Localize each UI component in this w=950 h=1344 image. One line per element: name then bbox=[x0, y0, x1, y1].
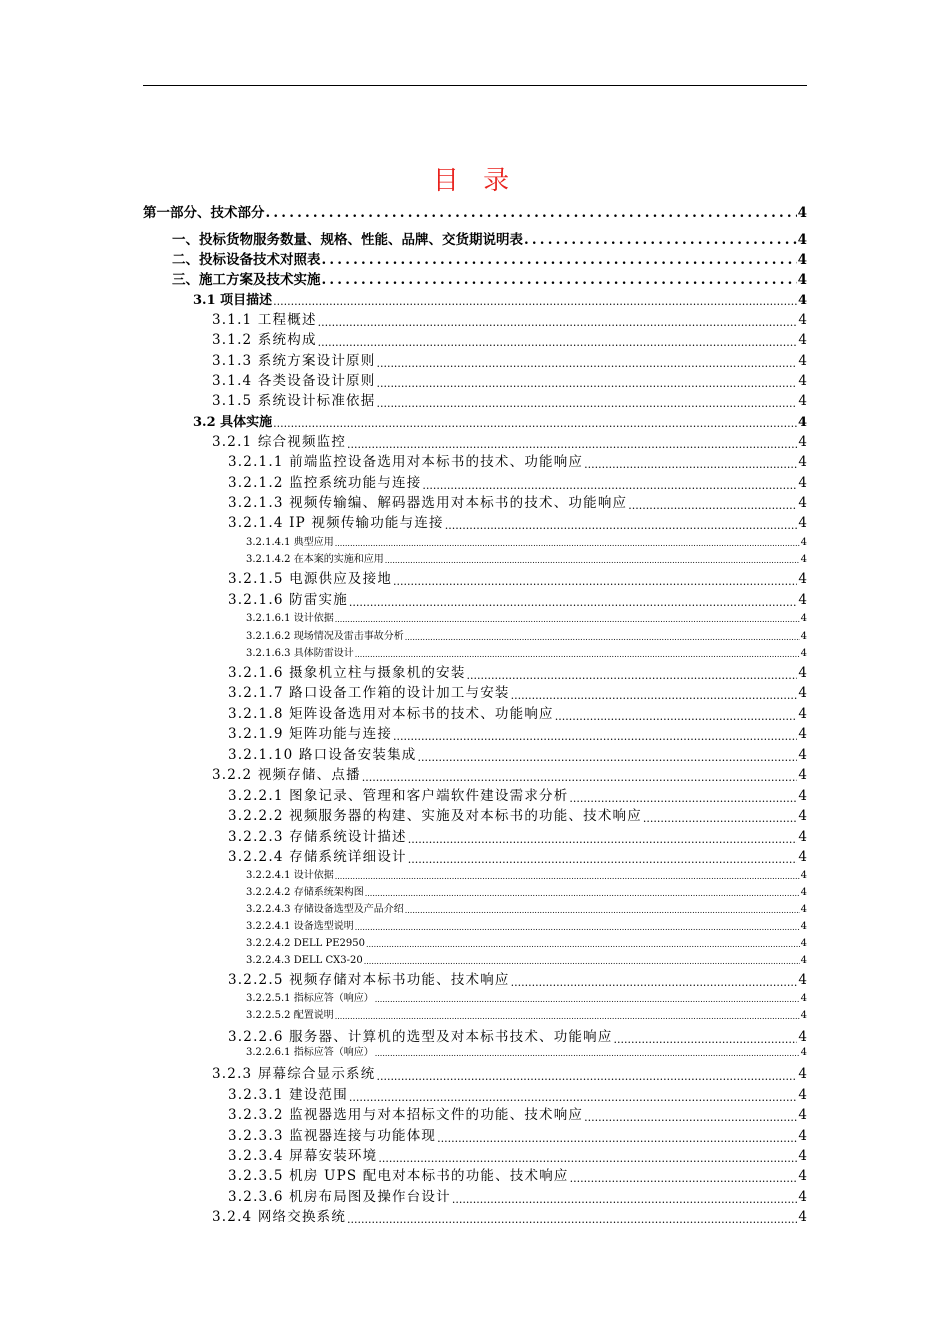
toc-entry-title: 3.2.2.5.1 指标应答（响应） bbox=[246, 993, 374, 1004]
toc-entry[interactable] bbox=[212, 395, 807, 409]
toc-entry[interactable] bbox=[212, 436, 807, 450]
toc-page-number: 4 bbox=[800, 938, 807, 949]
toc-entry-title: 3.2.2.4.1 设计依据 bbox=[246, 870, 334, 881]
toc-page-number: 4 bbox=[797, 293, 807, 308]
toc-entry[interactable] bbox=[246, 956, 807, 966]
toc-entry[interactable] bbox=[246, 871, 807, 881]
toc-page-number: 4 bbox=[798, 353, 807, 369]
toc-entry[interactable] bbox=[212, 334, 807, 348]
toc-entry[interactable] bbox=[246, 538, 807, 548]
toc-entry[interactable] bbox=[246, 994, 807, 1004]
toc-entry[interactable] bbox=[228, 477, 807, 491]
toc-entry-title: 3.2.1.5 电源供应及接地 bbox=[228, 571, 393, 587]
toc-entry[interactable] bbox=[212, 375, 807, 389]
toc-page-number: 4 bbox=[800, 613, 807, 624]
toc-entry-title: 3.1.3 系统方案设计原则 bbox=[212, 353, 376, 369]
toc-dot-leader bbox=[362, 772, 798, 783]
toc-entry[interactable] bbox=[228, 810, 807, 824]
toc-entry[interactable] bbox=[228, 790, 807, 804]
toc-dot-leader bbox=[452, 1194, 798, 1205]
toc-entry[interactable] bbox=[246, 555, 807, 565]
toc-entry[interactable] bbox=[228, 687, 807, 701]
toc-page-number: 4 bbox=[798, 1066, 807, 1082]
toc-entry[interactable] bbox=[228, 1031, 807, 1045]
toc-page-number: 4 bbox=[798, 373, 807, 389]
toc-entry-title: 3.2.3.3 监视器连接与功能体现 bbox=[228, 1128, 437, 1144]
toc-page-number: 4 bbox=[800, 887, 807, 898]
toc-entry-title: 3.2.1.6.2 现场情况及雷击事故分析 bbox=[246, 631, 404, 642]
toc-entry[interactable] bbox=[212, 1211, 807, 1225]
toc-entry-title: 3.2.1.6.1 设计依据 bbox=[246, 613, 334, 624]
toc-dot-leader bbox=[393, 576, 797, 587]
toc-dot-leader bbox=[408, 854, 798, 865]
toc-entry-title: 3.2.4 网络交换系统 bbox=[212, 1209, 347, 1225]
toc-entry-title: 3.2.1.4.2 在本案的实施和应用 bbox=[246, 554, 384, 565]
toc-entry-title: 3.2.2 视频存储、点播 bbox=[212, 767, 361, 783]
toc-entry-title: 3.1.4 各类设备设计原则 bbox=[212, 373, 376, 389]
toc-entry[interactable] bbox=[212, 355, 807, 369]
toc-dot-leader bbox=[318, 317, 798, 328]
toc-entry[interactable] bbox=[246, 614, 807, 624]
toc-page-number: 4 bbox=[798, 393, 807, 409]
toc-dot-leader bbox=[335, 540, 800, 548]
toc-dot-leader bbox=[349, 1092, 797, 1103]
toc-page-number: 4 bbox=[800, 955, 807, 966]
toc-page-number: 4 bbox=[800, 537, 807, 548]
toc-entry-title: 3.2.2.4.3 DELL CX3-20 bbox=[246, 955, 363, 966]
toc-entry[interactable] bbox=[228, 1109, 807, 1123]
toc-entry[interactable] bbox=[172, 254, 807, 268]
toc-entry-title: 3.2.3.6 机房布局图及操作台设计 bbox=[228, 1189, 451, 1205]
toc-entry-title: 3.2.2.3 存储系统设计描述 bbox=[228, 829, 407, 845]
toc-entry-title: 3.2.1.2 监控系统功能与连接 bbox=[228, 475, 422, 491]
toc-entry[interactable] bbox=[246, 1048, 807, 1058]
toc-page-number: 4 bbox=[798, 1189, 807, 1205]
toc-entry-title: 3.2.2.4.3 存储设备选型及产品介绍 bbox=[246, 904, 404, 915]
toc-page-number: 4 bbox=[797, 252, 807, 268]
toc-entry[interactable] bbox=[172, 274, 807, 288]
toc-entry-title: 3.2.2.4 存储系统详细设计 bbox=[228, 849, 407, 865]
toc-page-number: 4 bbox=[798, 1107, 807, 1123]
toc-dot-leader bbox=[376, 398, 797, 409]
toc-dot-leader bbox=[570, 1173, 798, 1184]
toc-page-number: 4 bbox=[798, 454, 807, 470]
toc-page-number: 4 bbox=[800, 921, 807, 932]
toc-entry[interactable] bbox=[228, 708, 807, 722]
toc-entry-title: 二、投标设备技术对照表 bbox=[172, 252, 321, 268]
toc-dot-leader bbox=[365, 890, 800, 898]
toc-page-number: 4 bbox=[800, 993, 807, 1004]
toc-dot-leader bbox=[422, 480, 797, 491]
toc-page-number: 4 bbox=[798, 972, 807, 988]
toc-dot-leader bbox=[437, 1133, 797, 1144]
toc-page-number: 4 bbox=[800, 648, 807, 659]
toc-dot-leader bbox=[467, 670, 798, 681]
toc-entry[interactable] bbox=[228, 851, 807, 865]
toc-entry[interactable] bbox=[246, 905, 807, 915]
toc-dot-leader bbox=[555, 711, 798, 722]
toc-page-number: 4 bbox=[798, 332, 807, 348]
toc-entry-title: 3.2.2.4.2 DELL PE2950 bbox=[246, 938, 365, 949]
toc-page-number: 4 bbox=[797, 205, 807, 221]
toc-page-number: 4 bbox=[798, 706, 807, 722]
toc-dot-leader bbox=[628, 500, 797, 511]
toc-entry-title: 一、投标货物服务数量、规格、性能、品牌、交货期说明表 bbox=[172, 232, 523, 248]
toc-page-number: 4 bbox=[798, 767, 807, 783]
toc-page-number: 4 bbox=[798, 849, 807, 865]
toc-entry-title: 3.2.2.4.1 设备选型说明 bbox=[246, 921, 354, 932]
toc-dot-leader bbox=[375, 1050, 800, 1058]
toc-entry-title: 3.2.1.1 前端监控设备选用对本标书的技术、功能响应 bbox=[228, 454, 584, 470]
toc-entry[interactable] bbox=[246, 939, 807, 949]
toc-dot-leader bbox=[335, 616, 800, 624]
toc-entry[interactable] bbox=[228, 831, 807, 845]
toc-dot-leader bbox=[569, 793, 797, 804]
toc-entry[interactable] bbox=[212, 769, 807, 783]
toc-dot-leader bbox=[376, 378, 797, 389]
toc-page-number: 4 bbox=[800, 904, 807, 915]
toc-entry[interactable] bbox=[228, 456, 807, 470]
toc-entry-title: 3.2.1.4 IP 视频传输功能与连接 bbox=[228, 515, 444, 531]
toc-entry-title: 3.2.1.7 路口设备工作箱的设计加工与安装 bbox=[228, 685, 510, 701]
toc-dot-leader bbox=[405, 907, 800, 915]
header-rule bbox=[143, 85, 807, 86]
toc-entry-title: 3.2.2.2 视频服务器的构建、实施及对本标书的功能、技术响应 bbox=[228, 808, 642, 824]
toc-entry-title: 3.2.2.5.2 配置说明 bbox=[246, 1010, 334, 1021]
toc-dot-leader bbox=[445, 520, 798, 531]
toc-entry-title: 第一部分、技术部分 bbox=[143, 205, 265, 221]
toc-dot-leader bbox=[511, 690, 798, 701]
toc-entry[interactable] bbox=[246, 922, 807, 932]
toc-page-number: 4 bbox=[798, 665, 807, 681]
toc-entry[interactable] bbox=[228, 1191, 807, 1205]
toc-dot-leader bbox=[376, 1071, 797, 1082]
toc-entry[interactable] bbox=[228, 974, 807, 988]
toc-page-number: 4 bbox=[798, 592, 807, 608]
toc-dot-leader bbox=[385, 557, 800, 565]
toc-entry-title: 3.2.3.4 屏幕安装环境 bbox=[228, 1148, 378, 1164]
toc-entry[interactable] bbox=[228, 1130, 807, 1144]
toc-page-number: 4 bbox=[798, 726, 807, 742]
toc-page-number: 4 bbox=[800, 1047, 807, 1058]
toc-page-number: 4 bbox=[798, 571, 807, 587]
toc-entry-title: 3.2.1.3 视频传输编、解码器选用对本标书的技术、功能响应 bbox=[228, 495, 628, 511]
toc-dot-leader bbox=[318, 337, 798, 348]
toc-entry-title: 3.1.2 系统构成 bbox=[212, 332, 317, 348]
toc-entry-title: 3.2.2.6 服务器、计算机的选型及对本标书技术、功能响应 bbox=[228, 1029, 613, 1045]
toc-entry-title: 3.1.1 工程概述 bbox=[212, 312, 317, 328]
toc-page-number: 4 bbox=[797, 415, 807, 430]
toc-dot-leader bbox=[355, 651, 800, 659]
toc-entry[interactable] bbox=[228, 749, 807, 763]
toc-entry[interactable] bbox=[228, 728, 807, 742]
toc-dot-leader bbox=[408, 834, 798, 845]
toc-dot-leader bbox=[322, 254, 797, 268]
toc-dot-leader bbox=[366, 941, 800, 949]
toc-entry[interactable] bbox=[246, 1011, 807, 1021]
toc-page-number: 4 bbox=[798, 1029, 807, 1045]
toc-dot-leader bbox=[364, 958, 800, 966]
toc-entry[interactable] bbox=[143, 207, 807, 221]
toc-page-number: 4 bbox=[798, 1209, 807, 1225]
toc-entry[interactable] bbox=[172, 234, 807, 248]
toc-entry[interactable] bbox=[246, 888, 807, 898]
toc-entry-title: 3.2.2.6.1 指标应答（响应） bbox=[246, 1047, 374, 1058]
toc-page-number: 4 bbox=[800, 870, 807, 881]
toc-entry[interactable] bbox=[193, 294, 807, 307]
toc-page-number: 4 bbox=[798, 495, 807, 511]
toc-dot-leader bbox=[584, 1112, 797, 1123]
toc-entry-title: 3.2.1 综合视频监控 bbox=[212, 434, 347, 450]
toc-dot-leader bbox=[418, 752, 798, 763]
toc-entry-title: 三、施工方案及技术实施 bbox=[172, 272, 321, 288]
toc-dot-leader bbox=[378, 1153, 797, 1164]
toc-entry[interactable] bbox=[228, 1089, 807, 1103]
toc-page-number: 4 bbox=[800, 554, 807, 565]
toc-dot-leader bbox=[393, 731, 797, 742]
toc-entry-title: 3.2.2.5 视频存储对本标书功能、技术响应 bbox=[228, 972, 510, 988]
toc-entry[interactable] bbox=[228, 1170, 807, 1184]
toc-entry-title: 3.2.1.9 矩阵功能与连接 bbox=[228, 726, 393, 742]
toc-entry-title: 3.2.1.10 路口设备安装集成 bbox=[228, 747, 417, 763]
toc-page-number: 4 bbox=[798, 685, 807, 701]
toc-page-number: 4 bbox=[798, 1148, 807, 1164]
toc-dot-leader bbox=[335, 873, 800, 881]
toc-page-number: 4 bbox=[798, 1168, 807, 1184]
toc-entry[interactable] bbox=[228, 573, 807, 587]
toc-dot-leader bbox=[614, 1034, 798, 1045]
toc-entry[interactable] bbox=[212, 1068, 807, 1082]
toc-entry[interactable] bbox=[246, 632, 807, 642]
toc-entry-title: 3.2.1.6.3 具体防雷设计 bbox=[246, 648, 354, 659]
toc-entry-title: 3.2.2.4.2 存储系统架构图 bbox=[246, 887, 364, 898]
toc-page-number: 4 bbox=[798, 829, 807, 845]
toc-dot-leader bbox=[347, 439, 797, 450]
toc-entry-title: 3.2.2.1 图象记录、管理和客户端软件建设需求分析 bbox=[228, 788, 569, 804]
toc-dot-leader bbox=[511, 977, 798, 988]
toc-dot-leader bbox=[347, 1214, 797, 1225]
toc-entry[interactable] bbox=[228, 497, 807, 511]
toc-dot-leader bbox=[335, 1013, 800, 1021]
toc-entry[interactable] bbox=[246, 649, 807, 659]
toc-entry-title: 3.2.3.1 建设范围 bbox=[228, 1087, 348, 1103]
toc-entry[interactable] bbox=[193, 416, 807, 429]
toc-entry-title: 3.2.3.2 监视器选用与对本招标文件的功能、技术响应 bbox=[228, 1107, 584, 1123]
toc-dot-leader bbox=[355, 924, 800, 932]
toc-page-number: 4 bbox=[798, 788, 807, 804]
toc-page-number: 4 bbox=[798, 747, 807, 763]
toc-dot-leader bbox=[524, 234, 797, 248]
toc-page-number: 4 bbox=[798, 434, 807, 450]
toc-page-number: 4 bbox=[798, 808, 807, 824]
toc-entry[interactable] bbox=[228, 1150, 807, 1164]
toc-entry[interactable] bbox=[228, 667, 807, 681]
toc-page-number: 4 bbox=[798, 475, 807, 491]
toc-dot-leader bbox=[273, 296, 797, 307]
toc-entry-title: 3.2.1.4.1 典型应用 bbox=[246, 537, 334, 548]
toc-entry-title: 3.2.1.6 摄象机立柱与摄象机的安装 bbox=[228, 665, 466, 681]
toc-title: 目 录 bbox=[432, 166, 518, 197]
toc-entry-title: 3.2.1.6 防雷实施 bbox=[228, 592, 348, 608]
toc-page-number: 4 bbox=[797, 272, 807, 288]
toc-page-number: 4 bbox=[798, 1128, 807, 1144]
toc-entry-title: 3.2.1.8 矩阵设备选用对本标书的技术、功能响应 bbox=[228, 706, 554, 722]
toc-dot-leader bbox=[349, 597, 797, 608]
toc-page-number: 4 bbox=[800, 1010, 807, 1021]
toc-dot-leader bbox=[322, 274, 797, 288]
toc-dot-leader bbox=[376, 358, 797, 369]
toc-entry-title: 3.1 项目描述 bbox=[193, 293, 273, 308]
toc-page-number: 4 bbox=[797, 232, 807, 248]
toc-page-number: 4 bbox=[798, 1087, 807, 1103]
toc-dot-leader bbox=[266, 207, 797, 221]
toc-page-number: 4 bbox=[798, 515, 807, 531]
toc-entry-title: 3.2.3 屏幕综合显示系统 bbox=[212, 1066, 376, 1082]
toc-entry[interactable] bbox=[228, 517, 807, 531]
toc-dot-leader bbox=[375, 996, 800, 1004]
toc-entry-title: 3.2 具体实施 bbox=[193, 415, 273, 430]
toc-page-number: 4 bbox=[798, 312, 807, 328]
toc-entry-title: 3.2.3.5 机房 UPS 配电对本标书的功能、技术响应 bbox=[228, 1168, 569, 1184]
toc-dot-leader bbox=[584, 459, 797, 470]
toc-entry[interactable] bbox=[212, 314, 807, 328]
toc-dot-leader bbox=[273, 418, 797, 429]
toc-entry-title: 3.1.5 系统设计标准依据 bbox=[212, 393, 376, 409]
toc-dot-leader bbox=[405, 634, 800, 642]
toc-dot-leader bbox=[643, 813, 797, 824]
toc-entry[interactable] bbox=[228, 594, 807, 608]
toc-page-number: 4 bbox=[800, 631, 807, 642]
